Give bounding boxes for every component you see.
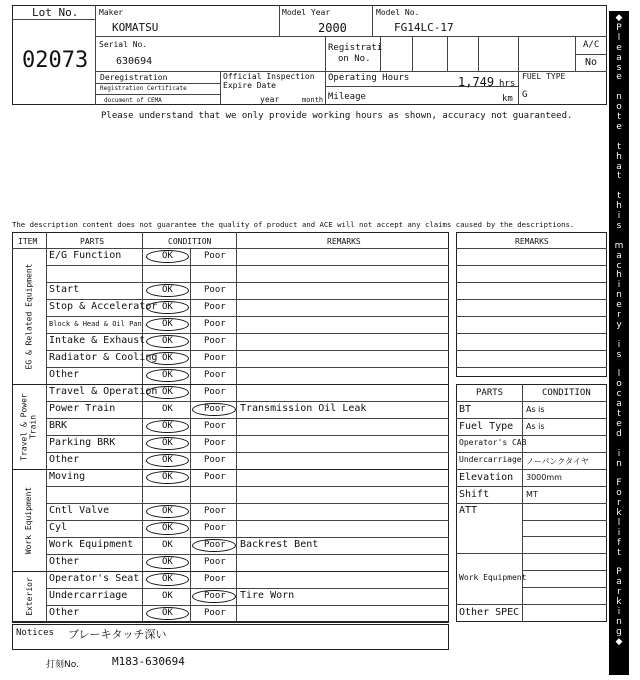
sidebar-char: r bbox=[617, 310, 621, 320]
condition-poor: Poor bbox=[204, 506, 226, 516]
model-year-value: 2000 bbox=[318, 21, 347, 35]
sidebar-char: c bbox=[616, 389, 622, 400]
group-label bbox=[12, 571, 46, 622]
spec-header-parts: PARTS bbox=[476, 388, 504, 398]
ac-value: No bbox=[585, 57, 598, 68]
condition-ok: OK bbox=[162, 557, 173, 567]
sidebar-char: ◆ bbox=[615, 13, 623, 23]
part-label: Operator's Seat bbox=[49, 573, 140, 584]
sidebar-char: n bbox=[616, 290, 622, 301]
sidebar-char: ◆ bbox=[615, 636, 623, 647]
sidebar-char: g bbox=[616, 626, 622, 637]
group-label bbox=[12, 248, 46, 384]
condition-ok: OK bbox=[162, 319, 173, 329]
group-label-text: Exterior bbox=[24, 577, 34, 616]
working-hours-note: Please understand that we only provide working hours as shown, accuracy not guaranteed. bbox=[101, 111, 573, 121]
condition-poor: Poor bbox=[204, 319, 226, 329]
part-label: Work Equipment bbox=[49, 539, 134, 550]
serial-no-label: Serial No. bbox=[99, 40, 148, 49]
part-label: Stop & Accelerator bbox=[49, 301, 158, 312]
stamp-label: 打刻No. bbox=[46, 660, 79, 670]
operating-hours-label: Operating Hours bbox=[328, 73, 410, 83]
sidebar-char: o bbox=[616, 488, 622, 499]
location-sidebar bbox=[609, 11, 629, 675]
remark-text: Transmission Oil Leak bbox=[240, 403, 367, 414]
condition-poor: Poor bbox=[204, 523, 226, 533]
part-label: Other bbox=[49, 556, 80, 567]
part-label: Start bbox=[49, 284, 80, 295]
condition-poor: Poor bbox=[204, 540, 226, 550]
sidebar-char: t bbox=[617, 171, 621, 182]
sidebar-char: e bbox=[616, 121, 622, 132]
selected-poor-circle bbox=[192, 403, 236, 416]
condition-poor: Poor bbox=[204, 591, 226, 601]
selected-ok-circle bbox=[146, 301, 189, 314]
spec-value: 3000mm bbox=[526, 473, 562, 482]
sidebar-char: m bbox=[614, 240, 624, 251]
sidebar-char: n bbox=[616, 616, 622, 627]
condition-ok: OK bbox=[162, 472, 173, 482]
sidebar-char: e bbox=[616, 418, 622, 429]
remark-text: Tire Worn bbox=[240, 590, 295, 601]
mileage-label: Mileage bbox=[328, 92, 366, 102]
sidebar-char: n bbox=[616, 458, 622, 469]
selected-ok-circle bbox=[146, 471, 189, 484]
right-remarks-box bbox=[456, 232, 607, 377]
spec-part: ATT bbox=[459, 505, 478, 516]
sidebar-char: h bbox=[616, 270, 622, 281]
part-label: Other bbox=[49, 369, 80, 380]
registration-certificate-label: Registration Certificate bbox=[100, 85, 187, 92]
sidebar-char: r bbox=[617, 498, 621, 509]
header-condition: CONDITION bbox=[168, 237, 212, 246]
part-label: Parking BRK bbox=[49, 437, 116, 448]
condition-poor: Poor bbox=[204, 455, 226, 465]
year-label: year bbox=[260, 95, 280, 104]
official-inspection-label-2: Expire Date bbox=[223, 81, 276, 90]
part-label: BRK bbox=[49, 420, 68, 431]
sidebar-char: t bbox=[617, 112, 621, 122]
sidebar-char: i bbox=[617, 211, 621, 221]
sidebar-char: o bbox=[616, 379, 622, 390]
sidebar-char: l bbox=[617, 517, 621, 528]
selected-ok-circle bbox=[146, 607, 189, 620]
selected-ok-circle bbox=[146, 369, 189, 382]
condition-poor: Poor bbox=[204, 387, 226, 397]
sidebar-char: i bbox=[617, 339, 621, 350]
spec-value: ノーパンクタイヤ bbox=[526, 457, 589, 466]
notices-label: Notices bbox=[16, 628, 54, 638]
sidebar-char: F bbox=[616, 478, 622, 489]
model-year-label: Model Year bbox=[282, 8, 331, 17]
registration-label-1: Registrati bbox=[328, 43, 383, 53]
part-label: Travel & Operation bbox=[49, 386, 158, 397]
condition-ok: OK bbox=[162, 404, 173, 414]
condition-ok: OK bbox=[162, 336, 173, 346]
condition-ok: OK bbox=[162, 353, 173, 363]
part-label: Cyl bbox=[49, 522, 68, 533]
lot-no: 02073 bbox=[22, 48, 89, 73]
official-inspection-label-1: Official Inspection bbox=[223, 72, 315, 81]
part-label: Moving bbox=[49, 471, 86, 482]
group-label-text: Work Equipment bbox=[24, 486, 34, 554]
serial-no-value: 630694 bbox=[116, 56, 153, 67]
condition-ok: OK bbox=[162, 387, 173, 397]
condition-ok: OK bbox=[162, 506, 173, 516]
sidebar-char: s bbox=[616, 349, 622, 360]
condition-ok: OK bbox=[162, 421, 173, 431]
km-label: km bbox=[502, 94, 513, 104]
stamp-value: M183-630694 bbox=[112, 655, 185, 668]
part-label: Undercarriage bbox=[49, 590, 128, 601]
notices-text: ブレーキタッチ深い bbox=[68, 628, 167, 641]
selected-ok-circle bbox=[146, 505, 189, 518]
part-label: Other bbox=[49, 454, 80, 465]
sidebar-char: i bbox=[617, 280, 621, 291]
selected-ok-circle bbox=[146, 437, 189, 450]
condition-ok: OK bbox=[162, 591, 173, 601]
part-label: Cntl Valve bbox=[49, 505, 110, 516]
condition-poor: Poor bbox=[204, 251, 226, 261]
sidebar-char: e bbox=[616, 42, 622, 53]
right-remarks-header: REMARKS bbox=[515, 237, 549, 246]
spec-part: Undercarriage bbox=[459, 455, 522, 464]
condition-ok: OK bbox=[162, 370, 173, 380]
condition-ok: OK bbox=[162, 540, 173, 550]
model-no-value: FG14LC-17 bbox=[394, 21, 454, 34]
part-label: Block & Head & Oil Pan bbox=[49, 320, 142, 328]
spec-part: Elevation bbox=[459, 472, 514, 483]
sidebar-text bbox=[609, 11, 610, 12]
part-label: E/G Function bbox=[49, 250, 122, 261]
sidebar-char: s bbox=[616, 220, 622, 231]
sidebar-char: o bbox=[616, 102, 622, 113]
condition-poor: Poor bbox=[204, 302, 226, 312]
sidebar-char: n bbox=[616, 92, 622, 103]
selected-poor-circle bbox=[192, 539, 236, 552]
condition-ok: OK bbox=[162, 608, 173, 618]
group-label bbox=[12, 469, 46, 571]
sidebar-char: P bbox=[616, 22, 622, 33]
group-label bbox=[12, 384, 46, 469]
part-label: Radiator & Cooling bbox=[49, 352, 158, 363]
condition-poor: Poor bbox=[204, 370, 226, 380]
header-parts: PARTS bbox=[80, 237, 105, 246]
condition-ok: OK bbox=[162, 455, 173, 465]
spec-part: BT bbox=[459, 404, 472, 415]
month-label: month bbox=[302, 96, 324, 104]
condition-ok: OK bbox=[162, 285, 173, 295]
selected-ok-circle bbox=[146, 420, 189, 433]
condition-poor: Poor bbox=[204, 421, 226, 431]
ac-label: A/C bbox=[583, 40, 600, 50]
selected-ok-circle bbox=[146, 318, 189, 331]
group-label-line: Train bbox=[29, 414, 38, 439]
sidebar-char: a bbox=[616, 250, 622, 261]
condition-poor: Poor bbox=[204, 557, 226, 567]
condition-poor: Poor bbox=[204, 285, 226, 295]
spec-value: MT bbox=[526, 490, 538, 499]
selected-ok-circle bbox=[146, 556, 189, 569]
sidebar-char: e bbox=[616, 300, 622, 311]
spec-value: As is bbox=[526, 422, 545, 431]
sidebar-char: k bbox=[616, 508, 622, 518]
selected-ok-circle bbox=[146, 284, 189, 297]
sidebar-char: t bbox=[617, 141, 621, 152]
group-label-text bbox=[20, 393, 38, 460]
condition-ok: OK bbox=[162, 523, 173, 533]
condition-poor: Poor bbox=[204, 404, 226, 414]
condition-poor: Poor bbox=[204, 438, 226, 448]
part-label: Intake & Exhaust bbox=[49, 335, 146, 346]
maker-label: Maker bbox=[99, 8, 124, 17]
sidebar-char: P bbox=[616, 567, 622, 578]
sidebar-char: k bbox=[616, 597, 622, 608]
spec-part: Operator's CAB bbox=[459, 438, 527, 447]
sidebar-char: t bbox=[617, 547, 621, 558]
sidebar-char: a bbox=[616, 52, 622, 63]
spec-value: As is bbox=[526, 405, 545, 414]
sidebar-char: a bbox=[616, 161, 622, 172]
sidebar-char: y bbox=[616, 319, 622, 330]
condition-ok: OK bbox=[162, 574, 173, 584]
deregistration-label: Deregistration bbox=[100, 73, 168, 82]
condition-poor: Poor bbox=[204, 336, 226, 346]
sidebar-char: h bbox=[616, 201, 622, 212]
sidebar-char: e bbox=[616, 72, 622, 83]
selected-ok-circle bbox=[146, 386, 189, 399]
sidebar-char: f bbox=[617, 537, 621, 548]
sidebar-char: c bbox=[616, 260, 622, 271]
description-note: The description content does not guarantee the quality of product and ACE will not accept any claims caused by the descriptions. bbox=[12, 220, 575, 229]
fuel-type-label: FUEL TYPE bbox=[522, 72, 566, 81]
remark-text: Backrest Bent bbox=[240, 539, 319, 550]
condition-poor: Poor bbox=[204, 472, 226, 482]
model-no-label: Model No. bbox=[376, 8, 420, 17]
hrs-label: hrs bbox=[499, 79, 516, 89]
group-label-line: Travel & Power bbox=[20, 392, 29, 461]
lot-no-label: Lot No. bbox=[32, 6, 79, 19]
fuel-type-value: G bbox=[522, 90, 528, 100]
sidebar-char: l bbox=[617, 369, 621, 380]
sidebar-char: i bbox=[617, 448, 621, 459]
selected-ok-circle bbox=[146, 522, 189, 535]
selected-ok-circle bbox=[146, 335, 189, 348]
sidebar-char: t bbox=[617, 409, 621, 419]
condition-poor: Poor bbox=[204, 574, 226, 584]
sidebar-char: h bbox=[616, 151, 622, 162]
selected-ok-circle bbox=[146, 352, 189, 365]
selected-ok-circle bbox=[146, 454, 189, 467]
sidebar-char: t bbox=[617, 191, 621, 202]
sidebar-char: i bbox=[617, 607, 621, 617]
condition-ok: OK bbox=[162, 302, 173, 312]
sidebar-char: d bbox=[616, 428, 622, 439]
part-label: Power Train bbox=[49, 403, 116, 414]
document-of-cema-label: document of CEMA bbox=[104, 97, 162, 104]
condition-ok: OK bbox=[162, 251, 173, 261]
operating-hours-value: 1,749 bbox=[458, 75, 495, 89]
sidebar-char: a bbox=[616, 577, 622, 588]
sidebar-char: s bbox=[616, 62, 622, 73]
selected-ok-circle bbox=[146, 573, 189, 586]
sidebar-char: a bbox=[616, 399, 622, 410]
header-item: ITEM bbox=[18, 237, 38, 246]
sidebar-char: r bbox=[617, 587, 621, 598]
spec-part: Work Equipment bbox=[459, 572, 527, 582]
header-remarks: REMARKS bbox=[327, 237, 361, 246]
selected-poor-circle bbox=[192, 590, 236, 603]
spec-part: Shift bbox=[459, 489, 490, 500]
spec-part: Fuel Type bbox=[459, 421, 514, 432]
registration-label-2: on No. bbox=[338, 54, 371, 64]
sidebar-char: l bbox=[617, 32, 621, 43]
spec-part: Other SPEC bbox=[459, 607, 520, 618]
condition-poor: Poor bbox=[204, 608, 226, 618]
selected-ok-circle bbox=[146, 250, 189, 263]
maker-value: KOMATSU bbox=[112, 21, 159, 34]
group-label-text: EG & Related Equipment bbox=[24, 263, 34, 369]
condition-poor: Poor bbox=[204, 353, 226, 363]
condition-ok: OK bbox=[162, 438, 173, 448]
spec-header-condition: CONDITION bbox=[542, 388, 591, 398]
part-label: Other bbox=[49, 607, 80, 618]
sidebar-char: i bbox=[617, 527, 621, 538]
